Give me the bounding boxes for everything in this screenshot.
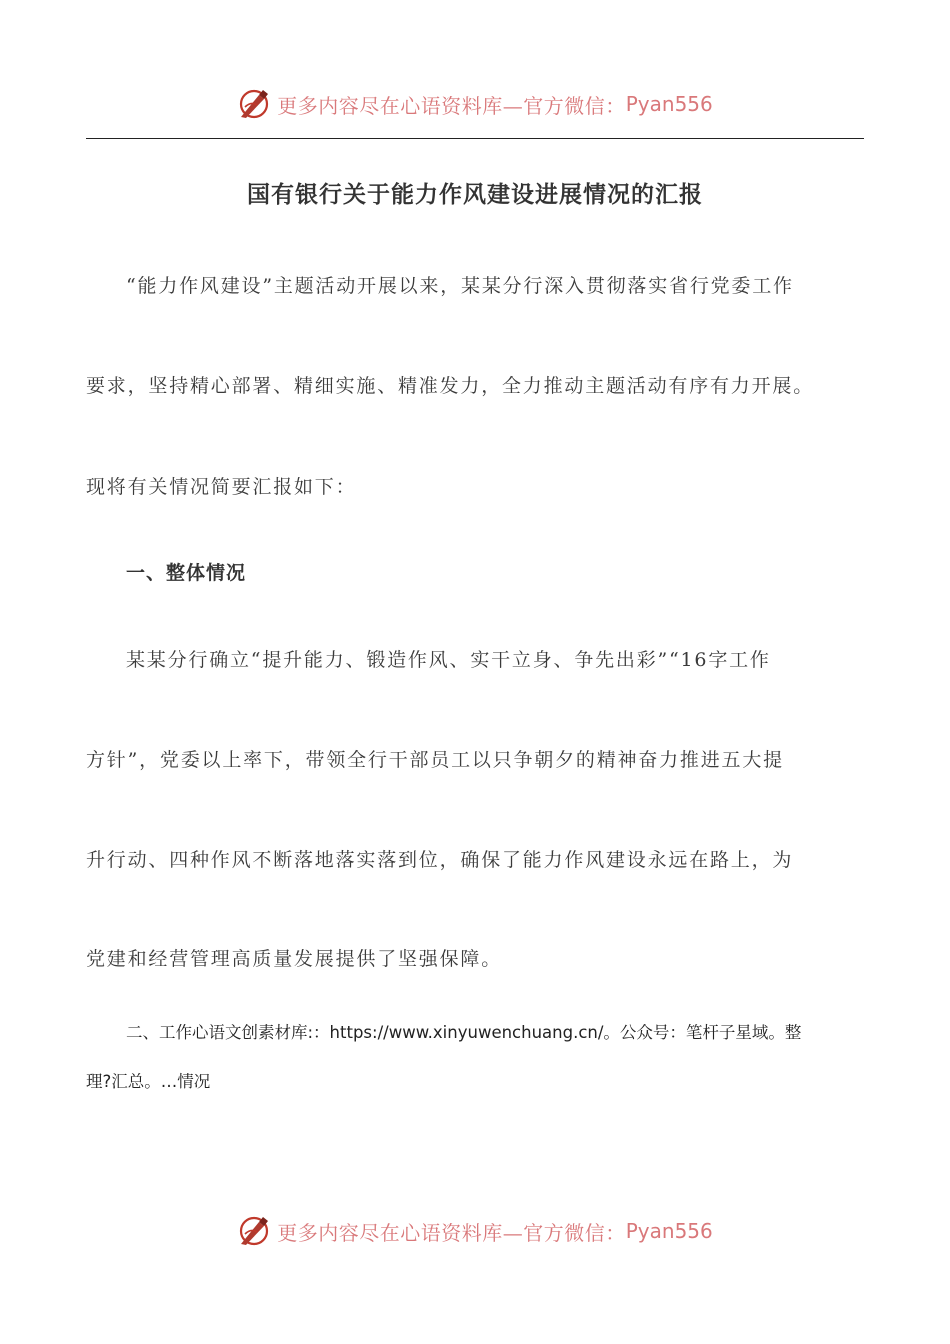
section1-line-2: 方针”，党委以上率下，带领全行干部员工以只争朝夕的精神奋力推进五大提 [86, 749, 784, 771]
intro-line-2: 要求，坚持精心部署、精细实施、精准发力，全力推动主题活动有序有力开展。 [86, 375, 815, 397]
section1-line-4: 党建和经营管理高质量发展提供了坚强保障。 [86, 948, 503, 970]
intro-line-3: 现将有关情况简要汇报如下： [86, 476, 357, 498]
section1-line-1: 某某分行确立“提升能力、锻造作风、实干立身、争先出彩”“16字工作 [126, 649, 771, 671]
banner-text: 更多内容尽在心语资料库—官方微信： [277, 1220, 626, 1245]
intro-line-1: “能力作风建设”主题活动开展以来，某某分行深入贯彻落实省行党委工作 [126, 275, 794, 297]
banner-text: 更多内容尽在心语资料库—官方微信： [277, 93, 626, 118]
pen-logo-icon [237, 87, 271, 121]
document-title: 国有银行关于能力作风建设进展情况的汇报 [247, 182, 703, 208]
section2-line-1: 二、工作心语文创素材库:：https://www.xinyuwenchuang.cn/。公众号：笔杆子星域。整 [126, 1023, 802, 1042]
banner-wechat-id: Pyan556 [625, 92, 713, 116]
pen-logo-icon [237, 1214, 271, 1248]
footer-banner [0, 1211, 950, 1251]
section1-line-3: 升行动、四种作风不断落地落实落到位，确保了能力作风建设永远在路上，为 [86, 849, 794, 871]
header-banner [0, 84, 950, 124]
banner-wechat-id: Pyan556 [625, 1219, 713, 1243]
header-divider [86, 138, 864, 139]
section2-line-2: 理?汇总。…情况 [86, 1072, 211, 1091]
section-heading-1: 一、整体情况 [126, 562, 247, 584]
